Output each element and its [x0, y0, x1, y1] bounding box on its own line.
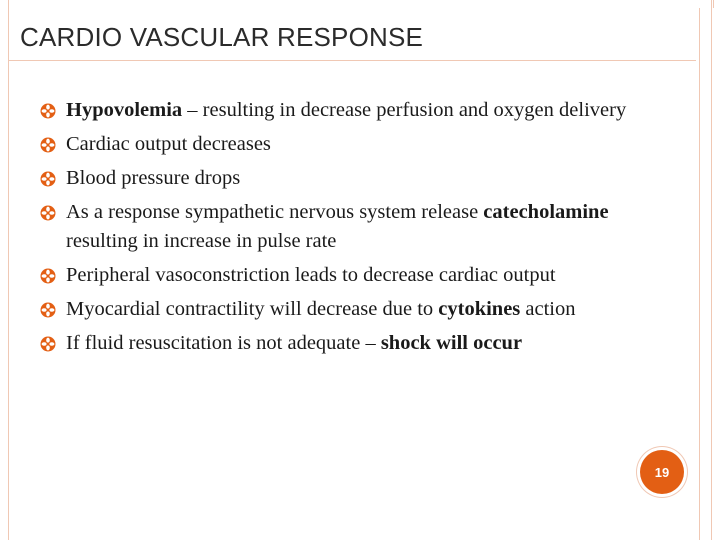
- flower-bullet-icon: [40, 171, 56, 187]
- frame-right-inner-border: [699, 8, 700, 540]
- bullet-list: [40, 96, 670, 363]
- bullet-bold: shock will occur: [380, 332, 523, 354]
- flower-bullet-icon: [40, 336, 56, 352]
- flower-bullet-icon: [40, 103, 56, 119]
- bullet-text: Blood pressure drops: [66, 167, 241, 189]
- frame-left-border: [8, 8, 9, 540]
- frame-top-border: [8, 0, 714, 8]
- flower-bullet-icon: [40, 205, 56, 221]
- bullet-item-hypovolemia: [40, 96, 670, 125]
- bullet-item-sympathetic-response: [40, 198, 670, 256]
- page-number-badge: 19: [640, 450, 684, 494]
- bullet-item-fluid-resuscitation: [40, 329, 670, 358]
- title-divider: [8, 60, 696, 61]
- bullet-text-after: resulting in increase in pulse rate: [66, 230, 337, 252]
- flower-bullet-icon: [40, 302, 56, 318]
- bullet-text: Peripheral vasoconstriction leads to decrease cardiac output: [66, 264, 556, 286]
- bullet-bold: Hypovolemia: [66, 99, 183, 121]
- bullet-item-vasoconstriction: [40, 261, 670, 290]
- flower-bullet-icon: [40, 268, 56, 284]
- slide-title: CARDIO VASCULAR RESPONSE: [20, 22, 424, 52]
- bullet-item-cardiac-output: [40, 130, 670, 159]
- flower-bullet-icon: [40, 137, 56, 153]
- frame-right-outer-border: [711, 0, 712, 540]
- bullet-text-after: action: [520, 298, 576, 320]
- bullet-text: As a response sympathetic nervous system release: [66, 201, 484, 223]
- bullet-bold: cytokines: [438, 298, 521, 320]
- bullet-item-blood-pressure: [40, 164, 670, 193]
- bullet-text: Cardiac output decreases: [66, 133, 271, 155]
- bullet-text: If fluid resuscitation is not adequate –: [66, 332, 381, 354]
- bullet-text: Myocardial contractility will decrease due to: [66, 298, 439, 320]
- bullet-bold: catecholamine: [483, 201, 609, 223]
- bullet-text: – resulting in decrease perfusion and oxygen delivery: [182, 99, 627, 121]
- bullet-item-contractility: [40, 295, 670, 324]
